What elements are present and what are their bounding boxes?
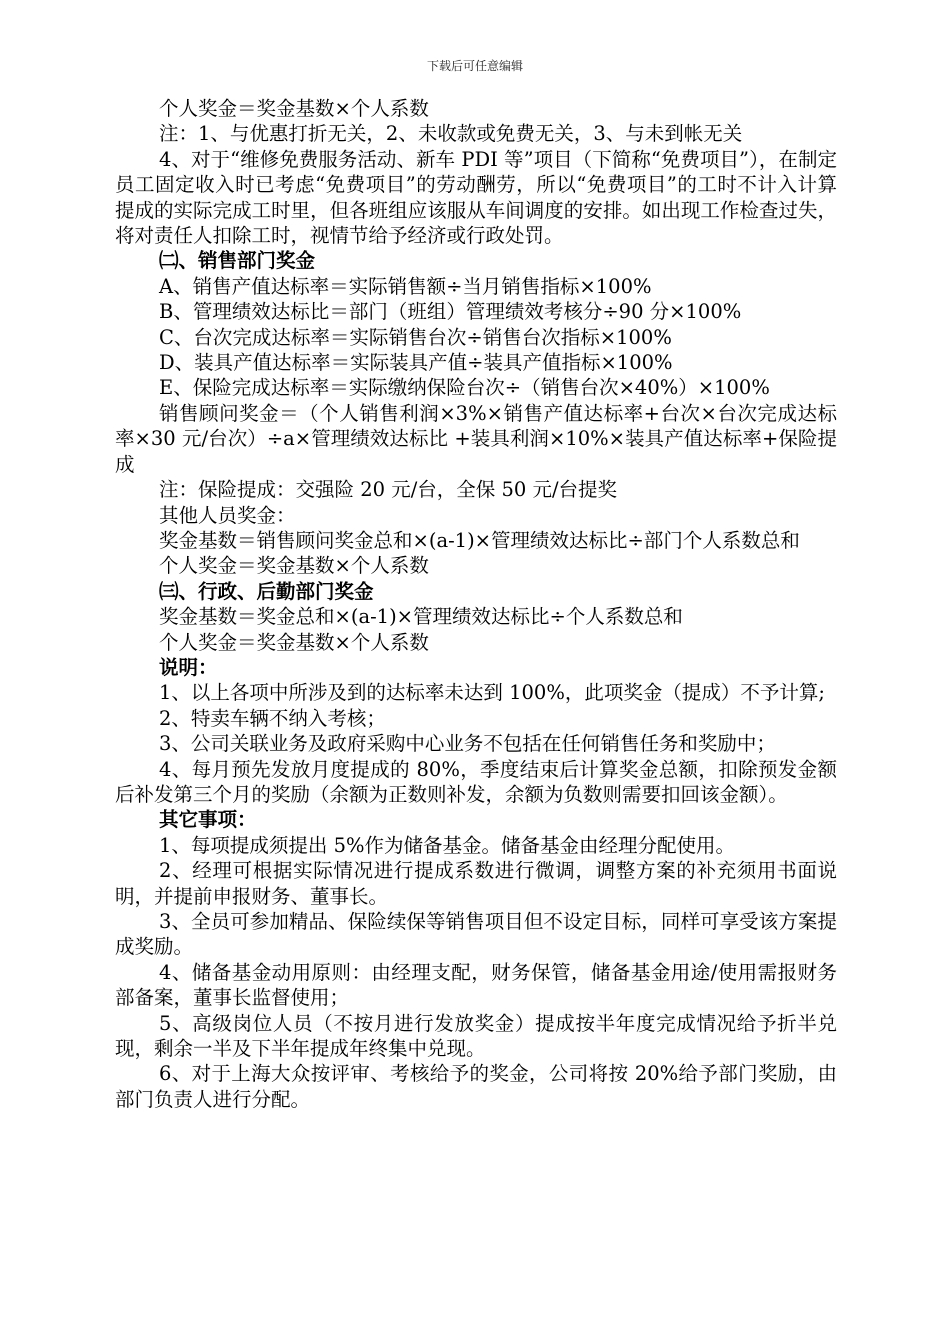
paragraph: 注：1、与优惠打折无关，2、未收款或免费无关，3、与未到帐无关 <box>159 122 743 146</box>
paragraph: 3、公司关联业务及政府采购中心业务不包括在任何销售任务和奖励中； <box>159 732 776 756</box>
paragraph: E、保险完成达标率＝实际缴纳保险台次÷（销售台次×40%）×100% <box>159 376 770 400</box>
paragraph: 奖金基数＝奖金总和×(a-1)×管理绩效达标比÷个人系数总和 <box>159 605 683 629</box>
paragraph: 个人奖金＝奖金基数×个人系数 <box>159 630 429 654</box>
document-body <box>115 96 837 1112</box>
paragraph: 销售顾问奖金＝（个人销售利润×3%×销售产值达标率+台次×台次完成达标率×30 元/台次）÷a×管理绩效达标比 +装具利润×10%×装具产值达标率+保险提成 <box>115 401 837 476</box>
section-heading: 说明： <box>159 655 218 679</box>
paragraph: 个人奖金＝奖金基数×个人系数 <box>159 97 429 120</box>
paragraph: 4、每月预先发放月度提成的 80%，季度结束后计算奖金总额，扣除预发金额后补发第三个月的奖励（余额为正数则补发，余额为负数则需要扣回该金额）。 <box>115 757 837 806</box>
paragraph: 4、对于“维修免费服务活动、新车 PDI 等”项目（下简称“免费项目”），在制定员工固定收入时已考虑“免费项目”的劳动酬劳，所以“免费项目”的工时不计入计算提成的实际完成工时里，但各班组应该服从车间调度的安排。如出现工作检查过失，将对责任人扣除工时，视情节给予经济或行政处罚。 <box>115 147 837 248</box>
paragraph: 6、对于上海大众按评审、考核给予的奖金，公司将按 20%给予部门奖励，由部门负责人进行分配。 <box>115 1062 837 1111</box>
paragraph: 1、以上各项中所涉及到的达标率未达到 100%，此项奖金（提成）不予计算; <box>159 681 825 705</box>
section-heading: ㈡、销售部门奖金 <box>159 249 316 273</box>
section-heading: ㈢、行政、后勤部门奖金 <box>159 579 374 603</box>
paragraph: 2、特卖车辆不纳入考核； <box>159 706 386 730</box>
section-heading: 其它事项： <box>159 808 257 832</box>
paragraph: 1、每项提成须提出 5%作为储备基金。储备基金由经理分配使用。 <box>159 833 736 857</box>
paragraph: A、销售产值达标率＝实际销售额÷当月销售指标×100% <box>159 274 652 298</box>
paragraph: 注：保险提成：交强险 20 元/台，全保 50 元/台提奖 <box>159 478 618 502</box>
paragraph: 4、储备基金动用原则：由经理支配，财务保管，储备基金用途/使用需报财务部备案，董事长监督使用； <box>115 960 837 1010</box>
paragraph: 2、经理可根据实际情况进行提成系数进行微调，调整方案的补充须用书面说明，并提前申报财务、董事长。 <box>115 859 837 908</box>
paragraph: 5、高级岗位人员（不按月进行发放奖金）提成按半年度完成情况给予折半兑现，剩余一半及下半年提成年终集中兑现。 <box>115 1011 837 1061</box>
paragraph: 其他人员奖金： <box>159 503 296 527</box>
paragraph: C、台次完成达标率＝实际销售台次÷销售台次指标×100% <box>159 325 672 349</box>
paragraph: 奖金基数＝销售顾问奖金总和×(a-1)×管理绩效达标比÷部门个人系数总和 <box>159 528 800 552</box>
paragraph: 3、全员可参加精品、保险续保等销售项目但不设定目标，同样可享受该方案提成奖励。 <box>115 910 837 959</box>
paragraph: 个人奖金＝奖金基数×个人系数 <box>159 554 429 578</box>
page-header: 下载后可任意编辑 <box>426 59 523 73</box>
paragraph: D、装具产值达标率＝实际装具产值÷装具产值指标×100% <box>159 351 673 375</box>
paragraph: B、管理绩效达标比＝部门（班组）管理绩效考核分÷90 分×100% <box>159 300 742 324</box>
